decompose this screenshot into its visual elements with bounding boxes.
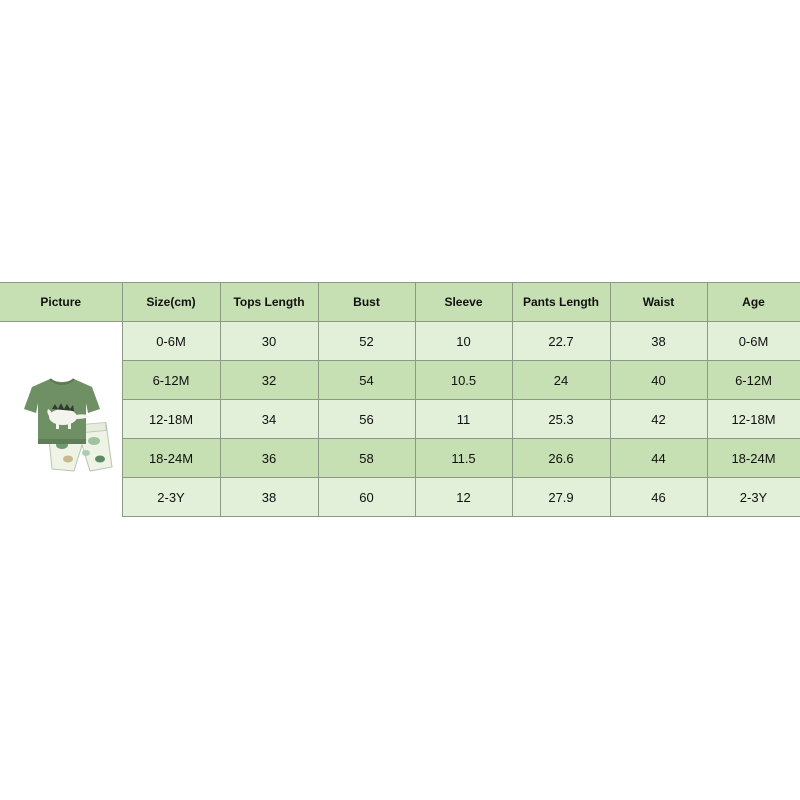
sleeve-cell: 12 — [415, 478, 512, 517]
pants-length-cell: 26.6 — [512, 439, 610, 478]
header-row — [0, 283, 800, 322]
header-bust: Bust — [318, 283, 415, 322]
waist-cell: 44 — [610, 439, 707, 478]
size-cell: 6-12M — [122, 361, 220, 400]
bust-cell: 52 — [318, 322, 415, 361]
pants-length-cell: 22.7 — [512, 322, 610, 361]
header-picture: Picture — [0, 283, 122, 322]
bust-cell: 54 — [318, 361, 415, 400]
tops-length-cell: 38 — [220, 478, 318, 517]
age-cell: 18-24M — [707, 439, 800, 478]
waist-cell: 46 — [610, 478, 707, 517]
picture-cell — [0, 322, 122, 517]
tops-length-cell: 32 — [220, 361, 318, 400]
size-chart-table — [0, 282, 800, 517]
waist-cell: 42 — [610, 400, 707, 439]
waist-cell: 40 — [610, 361, 707, 400]
header-size: Size(cm) — [122, 283, 220, 322]
header-waist: Waist — [610, 283, 707, 322]
pants-length-cell: 24 — [512, 361, 610, 400]
age-cell: 0-6M — [707, 322, 800, 361]
sleeve-cell: 11.5 — [415, 439, 512, 478]
bust-cell: 58 — [318, 439, 415, 478]
tops-length-cell: 36 — [220, 439, 318, 478]
header-sleeve: Sleeve — [415, 283, 512, 322]
age-cell: 12-18M — [707, 400, 800, 439]
tops-length-cell: 30 — [220, 322, 318, 361]
age-cell: 2-3Y — [707, 478, 800, 517]
size-cell: 18-24M — [122, 439, 220, 478]
age-cell: 6-12M — [707, 361, 800, 400]
header-pants-length: Pants Length — [512, 283, 610, 322]
size-cell: 12-18M — [122, 400, 220, 439]
waist-cell: 38 — [610, 322, 707, 361]
sleeve-cell: 11 — [415, 400, 512, 439]
dinosaur-outfit-image — [6, 359, 116, 479]
pants-length-cell: 27.9 — [512, 478, 610, 517]
header-tops-length: Tops Length — [220, 283, 318, 322]
pants-length-cell: 25.3 — [512, 400, 610, 439]
tops-length-cell: 34 — [220, 400, 318, 439]
size-cell: 2-3Y — [122, 478, 220, 517]
size-chart — [0, 282, 800, 520]
size-cell: 0-6M — [122, 322, 220, 361]
header-age: Age — [707, 283, 800, 322]
bust-cell: 60 — [318, 478, 415, 517]
sleeve-cell: 10.5 — [415, 361, 512, 400]
sleeve-cell: 10 — [415, 322, 512, 361]
bust-cell: 56 — [318, 400, 415, 439]
table-row — [0, 322, 800, 361]
